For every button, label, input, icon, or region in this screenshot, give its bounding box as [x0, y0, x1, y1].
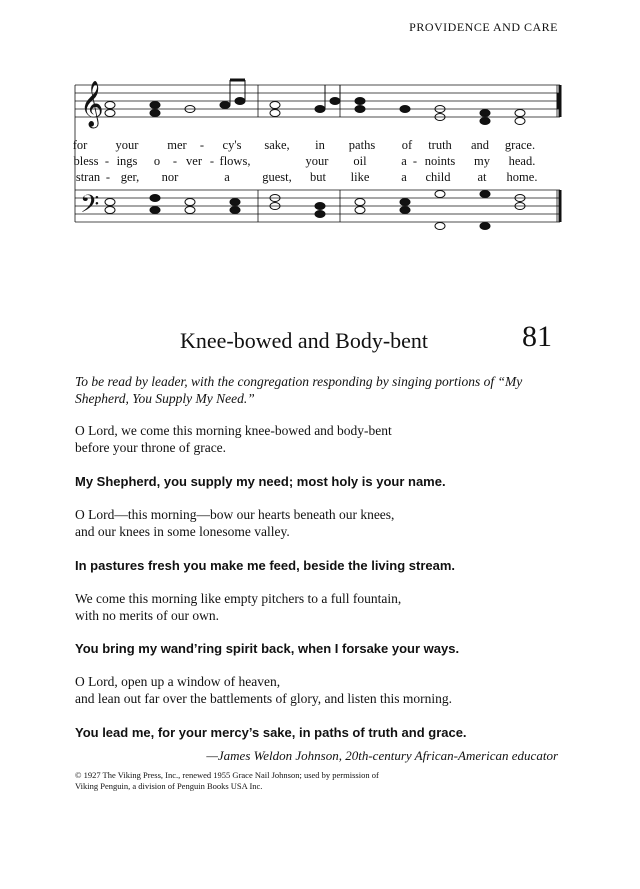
syllable: nor [161, 170, 179, 184]
syllable: and [470, 138, 490, 152]
syllable: paths [348, 138, 376, 152]
section-header: PROVIDENCE AND CARE [409, 20, 558, 34]
syllable: in [315, 138, 325, 152]
syllable: oil [353, 154, 367, 168]
text-line: with no merits of our own. [75, 608, 219, 623]
copyright-line: © 1927 The Viking Press, Inc., renewed 1955 Grace Nail Johnson; used by permission of [75, 770, 379, 780]
syllable: your [305, 154, 329, 168]
syllable: cy's [222, 138, 242, 152]
text-line: and lean out far over the battlements of glory, and listen this morning. [75, 691, 453, 706]
syllable: - [209, 154, 215, 168]
leader-paragraph-1 [75, 422, 565, 456]
lyrics-verse-2 [72, 154, 542, 168]
reading-intro: To be read by leader, with the congregation responding by singing portions of “My Shepherd, You Supply My Need.” [75, 374, 523, 406]
response-1: My Shepherd, you supply my need; most holy is your name. [75, 474, 446, 489]
syllable: ings [116, 154, 138, 168]
syllable: noints [424, 154, 456, 168]
svg-text:𝄢: 𝄢 [80, 190, 100, 225]
text-line: O Lord—this morning—bow our hearts beneath our knees, [75, 507, 395, 522]
syllable: - [199, 138, 205, 152]
syllable: flows, [219, 154, 251, 168]
syllable: - [104, 154, 110, 168]
syllable: o [153, 154, 161, 168]
response-3: You bring my wand’ring spirit back, when I forsake your ways. [75, 641, 460, 656]
leader-paragraph-4 [75, 673, 565, 707]
syllable: a [401, 154, 407, 168]
copyright-line: Viking Penguin, a division of Penguin Books USA Inc. [75, 781, 263, 791]
syllable: guest, [262, 170, 292, 184]
syllable: at [477, 170, 487, 184]
syllable: ger, [120, 170, 140, 184]
syllable: but [310, 170, 326, 184]
leader-paragraph-3 [75, 590, 565, 624]
attribution: —James Weldon Johnson, 20th-century African-American educator [206, 748, 558, 763]
lyrics-verse-1 [72, 138, 542, 152]
syllable: grace. [504, 138, 536, 152]
syllable: my [474, 154, 490, 168]
leader-paragraph-2 [75, 506, 565, 540]
text-line: We come this morning like empty pitchers to a full fountain, [75, 591, 402, 606]
syllable: for [72, 138, 88, 152]
syllable: child [425, 170, 451, 184]
lyrics-verse-3 [72, 170, 542, 184]
syllable: sake, [264, 138, 290, 152]
copyright-notice [75, 770, 379, 792]
syllable: a [401, 170, 407, 184]
syllable: head. [508, 154, 536, 168]
response-4: You lead me, for your mercy’s sake, in paths of truth and grace. [75, 725, 467, 740]
text-line: O Lord, we come this morning knee-bowed and body-bent [75, 423, 392, 438]
syllable: mer [167, 138, 187, 152]
syllable: stran [75, 170, 101, 184]
syllable: - [105, 170, 111, 184]
response-2: In pastures fresh you make me feed, beside the living stream. [75, 558, 456, 573]
syllable: bless [73, 154, 99, 168]
svg-text:𝄞: 𝄞 [80, 81, 104, 127]
text-line: and our knees in some lonesome valley. [75, 524, 290, 539]
syllable: truth [428, 138, 452, 152]
syllable: like [350, 170, 370, 184]
text-line: O Lord, open up a window of heaven, [75, 674, 281, 689]
syllable: - [172, 154, 178, 168]
syllable: a [224, 170, 230, 184]
syllable: ver [186, 154, 202, 168]
syllable: home. [506, 170, 538, 184]
text-line: before your throne of grace. [75, 440, 227, 455]
reading-number: 81 [522, 320, 552, 353]
syllable: of [401, 138, 413, 152]
syllable: - [412, 154, 418, 168]
reading-title: Knee-bowed and Body-bent [180, 328, 429, 353]
syllable: your [115, 138, 139, 152]
